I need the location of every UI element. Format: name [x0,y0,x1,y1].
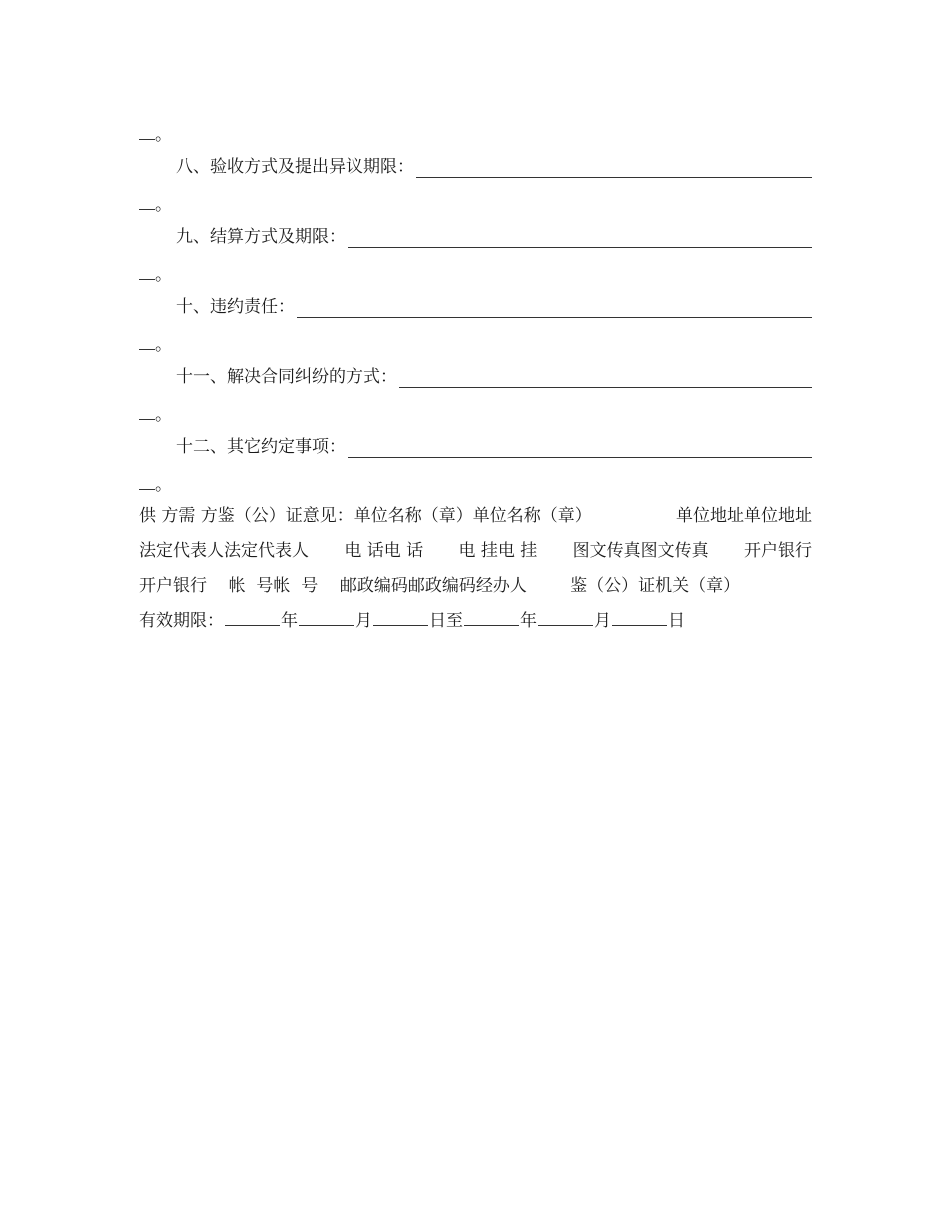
clause-label: 八、验收方式及提出异议期限： [176,157,414,177]
underline-blank [139,124,155,140]
underline-blank [139,334,155,350]
clause-liability [176,296,812,318]
fill-in-line[interactable] [348,441,812,458]
clause-label: 十、违约责任： [176,297,295,317]
blank-tail: 。 [139,334,172,356]
signature-line-3: 开户银行 帐 号帐 号 邮政编码邮政编码经办人 鉴（公）证机关（章） [139,576,741,596]
clause-settlement [176,226,812,248]
clause-acceptance [176,156,812,178]
validity-blank[interactable] [464,610,519,626]
underline-blank [139,264,155,280]
blank-tail: 。 [139,264,172,286]
underline-blank [139,404,155,420]
underline-blank [139,194,155,210]
clause-other [176,436,812,458]
underline-blank [139,474,155,490]
fill-in-line[interactable] [348,231,812,248]
validity-blank[interactable] [538,610,593,626]
fill-in-line[interactable] [399,371,812,388]
blank-tail: 。 [139,474,172,496]
clause-dispute [176,366,812,388]
validity-blank[interactable] [225,610,280,626]
signature-line-1: 供 方需 方鉴（公）证意见：单位名称（章）单位名称（章） 单位地址单位地址 [139,506,812,526]
clause-label: 九、结算方式及期限： [176,227,346,247]
validity-blank[interactable] [612,610,667,626]
clause-label: 十二、其它约定事项： [176,437,346,457]
clause-label: 十一、解决合同纠纷的方式： [176,367,397,387]
signature-line-2: 法定代表人法定代表人 电 话电 话 电 挂电 挂 图文传真图文传真 开户银行 [139,541,812,561]
validity-line: 有效期限： 年 月 日至 年 月 日 [139,611,685,631]
blank-tail: 。 [139,124,172,146]
validity-blank[interactable] [299,610,354,626]
fill-in-line[interactable] [297,301,812,318]
fill-in-line[interactable] [416,161,812,178]
blank-tail: 。 [139,404,172,426]
blank-tail: 。 [139,194,172,216]
validity-blank[interactable] [373,610,428,626]
